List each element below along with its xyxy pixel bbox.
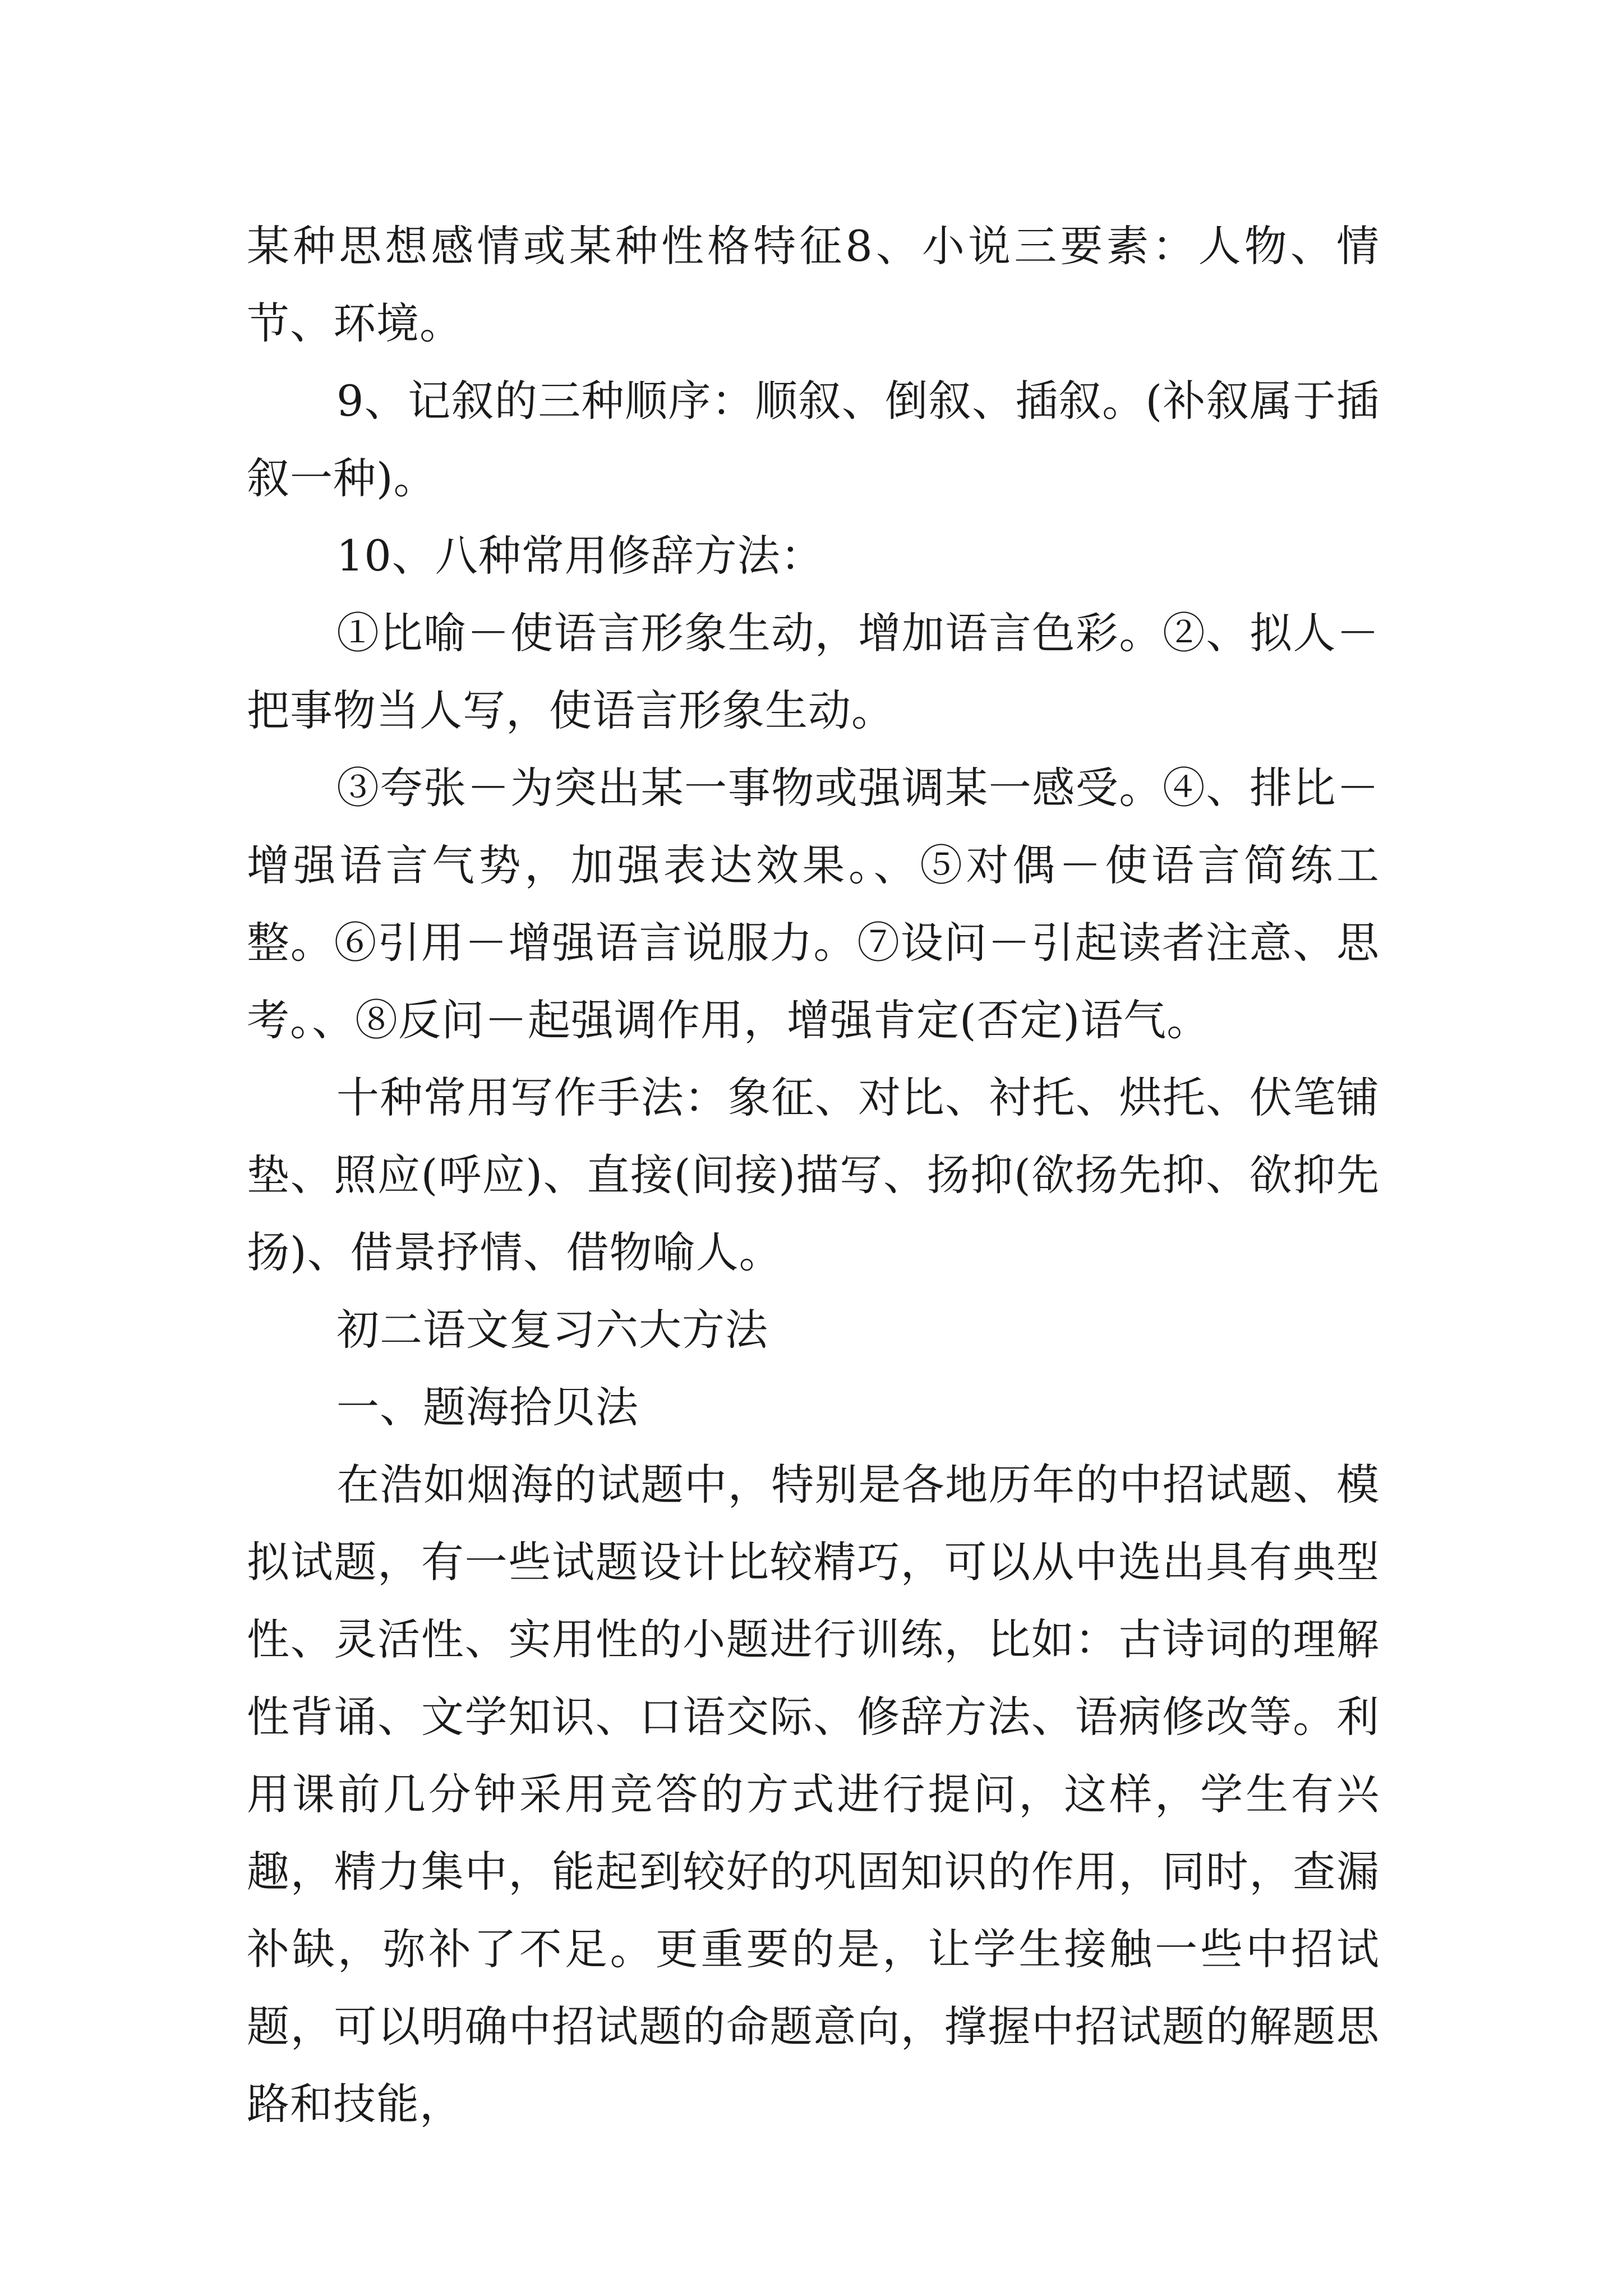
section-heading: 初二语文复习六大方法 [336,1305,768,1355]
paragraph-6: 十种常用写作手法：象征、对比、衬托、烘托、伏笔铺垫、照应(呼应)、直接(间接)描写、扬抑(欲扬先抑、欲抑先扬)、借景抒情、借物喻人。 [247,1073,1380,1277]
paragraph-9: 在浩如烟海的试题中，特别是各地历年的中招试题、模拟试题，有一些试题设计比较精巧，可以从中选出具有典型性、灵活性、实用性的小题进行训练，比如：古诗词的理解性背诵、文学知识、口语交际、修辞方法、语病修改等。利用课前几分钟采用竞答的方式进行提问，这样，学生有兴趣，精力集中，能起到较好的巩固知识的作用，同时，查漏补缺，弥补了不足。更重要的是，让学生接触一些中招试题，可以明确中招试题的命题意向，撑握中招试题的解题思路和技能， [247,1460,1380,2129]
paragraph-1: 某种思想感情或某种性格特征8、小说三要素：人物、情节、环境。 [247,221,1380,348]
paragraph-3: 10、八种常用修辞方法： [336,531,824,581]
paragraph-4: ①比喻－使语言形象生动，增加语言色彩。②、拟人－把事物当人写，使语言形象生动。 [247,608,1380,735]
paragraph-2: 9、记叙的三种顺序：顺叙、倒叙、插叙。(补叙属于插叙一种)。 [247,376,1380,503]
subsection-heading: 一、题海拾贝法 [336,1382,639,1432]
paragraph-5: ③夸张－为突出某一事物或强调某一感受。④、排比－增强语言气势，加强表达效果。、⑤对偶－使语言简练工整。⑥引用－增强语言说服力。⑦设问－引起读者注意、思考。、⑧反问－起强调作用，增强肯定(否定)语气。 [247,763,1380,1045]
document-body [247,208,1380,2143]
